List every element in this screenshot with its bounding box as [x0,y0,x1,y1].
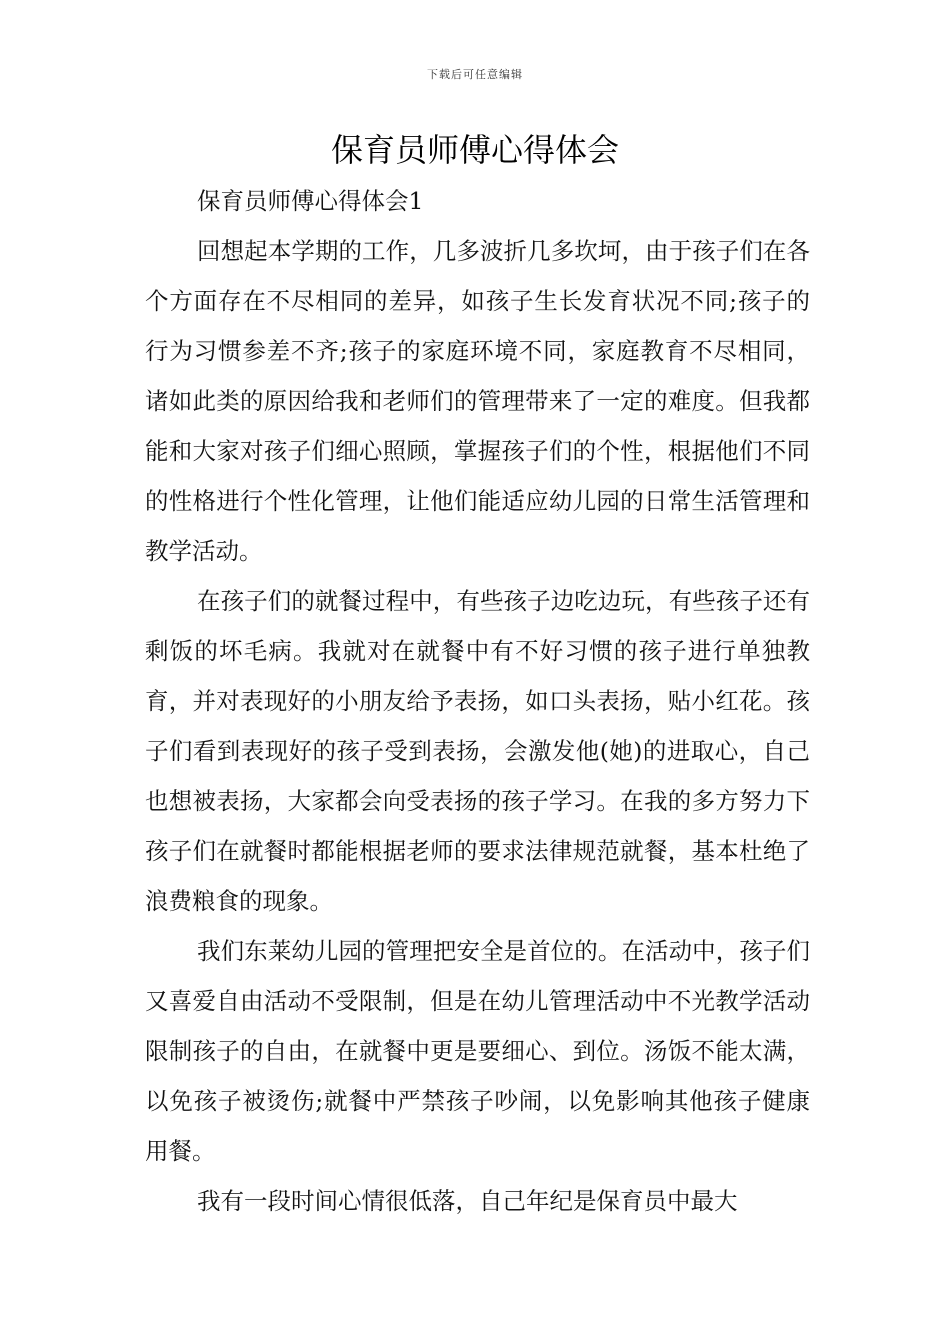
header-note: 下载后可任意编辑 [427,68,523,81]
paragraph-1: 回想起本学期的工作，几多波折几多坎坷，由于孩子们在各个方面存在不尽相同的差异，如孩子生长发育状况不同;孩子的行为习惯参差不齐;孩子的家庭环境不同，家庭教育不尽相同，诸如此类的原因给我和老师们的管理带来了一定的难度。但我都能和大家对孩子们细心照顾，掌握孩子们的个性，根据他们不同的性格进行个性化管理，让他们能适应幼儿园的日常生活管理和教学活动。 [145,237,810,565]
document-title: 保育员师傅心得体会 [330,131,619,169]
paragraph-2: 在孩子们的就餐过程中，有些孩子边吃边玩，有些孩子还有剩饭的坏毛病。我就对在就餐中有不好习惯的孩子进行单独教育，并对表现好的小朋友给予表扬，如口头表扬，贴小红花。孩子们看到表现好的孩子受到表扬，会激发他(她)的进取心，自己也想被表扬，大家都会向受表扬的孩子学习。在我的多方努力下孩子们在就餐时都能根据老师的要求法律规范就餐，基本杜绝了浪费粮食的现象。 [145,587,810,915]
document-body [145,176,810,1226]
paragraph-3: 我们东莱幼儿园的管理把安全是首位的。在活动中，孩子们又喜爱自由活动不受限制，但是在幼儿管理活动中不光教学活动限制孩子的自由，在就餐中更是要细心、到位。汤饭不能太满，以免孩子被烫伤;就餐中严禁孩子吵闹，以免影响其他孩子健康用餐。 [145,937,810,1165]
section-subtitle: 保育员师傅心得体会1 [197,187,424,215]
paragraph-4: 我有一段时间心情很低落，自己年纪是保育员中最大 [197,1187,738,1215]
